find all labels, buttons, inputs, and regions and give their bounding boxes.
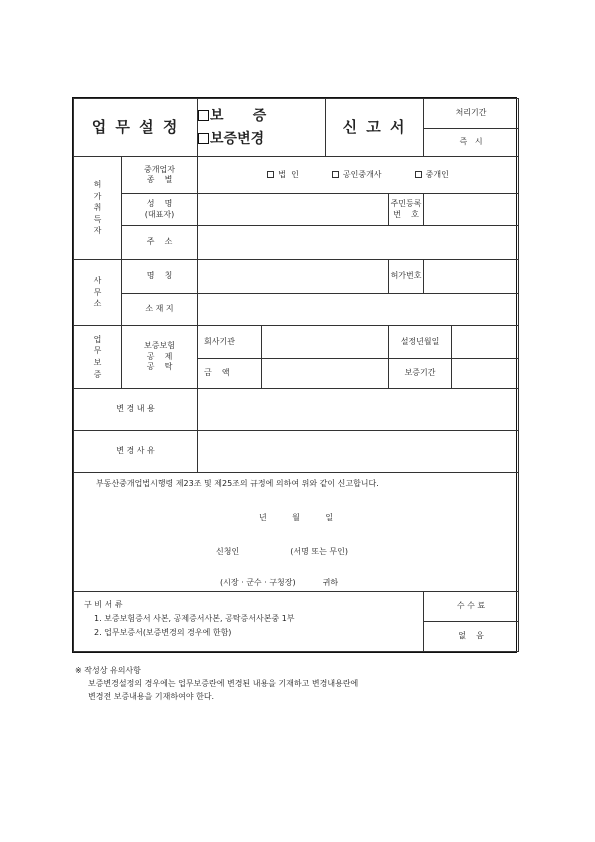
fee-value: 없 음 xyxy=(424,622,519,652)
name-field[interactable] xyxy=(198,194,389,226)
corporation-label: 법 인 xyxy=(278,169,299,179)
resident-number-label: 주민등록 번 호 xyxy=(389,194,424,226)
notes-line-2: 변경전 보증내용을 기재하여야 한다. xyxy=(88,692,215,702)
broker-type-label: 중개업자 종 별 xyxy=(122,157,198,194)
guarantee-section-label: 업 무 보 증 xyxy=(74,326,122,389)
amount-field[interactable] xyxy=(262,359,389,389)
certified-broker-checkbox[interactable] xyxy=(332,171,339,178)
guarantee-type-label: 보증보험 공 제 공 탁 xyxy=(122,326,198,389)
set-date-field[interactable] xyxy=(452,326,519,359)
change-content-field[interactable] xyxy=(198,389,519,431)
notes-line-1: 보증변경설정의 경우에는 업무보증란에 변경된 내용을 기재하고 변경내용란에 xyxy=(88,679,359,689)
processing-period-label: 처리기간 xyxy=(424,99,519,129)
title-option-guarantee: 보 증 xyxy=(210,108,267,125)
address-label: 주 소 xyxy=(122,226,198,260)
applicant-line xyxy=(216,547,348,557)
broker-checkbox[interactable] xyxy=(415,171,422,178)
corporation-checkbox[interactable] xyxy=(267,171,274,178)
documents-item-2: 2. 업무보증서(보증변경의 경우에 한함) xyxy=(94,627,232,637)
report-form xyxy=(72,97,517,653)
company-label: 회사기관 xyxy=(198,326,262,359)
applicant-label: 신청인 xyxy=(216,547,240,556)
period-field[interactable] xyxy=(452,359,519,389)
declaration-block xyxy=(74,473,519,592)
location-label: 소 재 지 xyxy=(122,294,198,326)
office-name-field[interactable] xyxy=(198,260,389,294)
title-right: 신 고 서 xyxy=(326,99,424,157)
change-reason-field[interactable] xyxy=(198,431,519,473)
change-content-label: 변 경 내 용 xyxy=(74,389,198,431)
processing-period-value: 즉 시 xyxy=(424,129,519,157)
office-name-label: 명 칭 xyxy=(122,260,198,294)
location-field[interactable] xyxy=(198,294,519,326)
license-number-label: 허가번호 xyxy=(389,260,424,294)
option-change-checkbox[interactable] xyxy=(198,133,209,144)
license-number-field[interactable] xyxy=(424,260,519,294)
writing-notes xyxy=(75,664,358,704)
title-option-change: 보증변경 xyxy=(210,130,265,147)
office-section-label: 사 무 소 xyxy=(74,260,122,326)
title-options xyxy=(198,99,326,157)
declaration-text: 부동산중개업법시행령 제23조 및 제25조의 규정에 의하여 위와 같이 신고합니다. xyxy=(96,479,379,488)
set-date-label: 설정년월일 xyxy=(389,326,452,359)
broker-type-options xyxy=(198,157,519,194)
name-label: 성 명 (대표자) xyxy=(122,194,198,226)
documents-item-1: 1. 보증보험증서 사본, 공제증서사본, 공탁증서사본중 1부 xyxy=(94,614,295,624)
change-reason-label: 변 경 사 유 xyxy=(74,431,198,473)
option-guarantee-checkbox[interactable] xyxy=(198,110,209,121)
address-field[interactable] xyxy=(198,226,519,260)
recipient-line xyxy=(220,578,338,588)
fee-label: 수 수 료 xyxy=(424,592,519,622)
declaration-date: 년 월 일 xyxy=(259,513,334,522)
signature-label: (서명 또는 무인) xyxy=(290,547,348,556)
certified-broker-label: 공인중개사 xyxy=(342,169,382,179)
period-label: 보증기간 xyxy=(389,359,452,389)
documents-block xyxy=(74,592,424,652)
to-label: 귀하 xyxy=(322,578,339,587)
recipient-label: (시장 · 군수 · 구청장) xyxy=(220,578,296,587)
resident-number-field[interactable] xyxy=(424,194,519,226)
amount-label: 금 액 xyxy=(198,359,262,389)
notes-title: ※ 작성상 유의사항 xyxy=(75,666,141,675)
broker-label: 중개인 xyxy=(425,169,449,179)
licensee-section-label: 허 가 취 득 자 xyxy=(74,157,122,260)
documents-title: 구 비 서 류 xyxy=(84,600,123,609)
title-left: 업 무 설 정 xyxy=(74,99,198,157)
company-field[interactable] xyxy=(262,326,389,359)
